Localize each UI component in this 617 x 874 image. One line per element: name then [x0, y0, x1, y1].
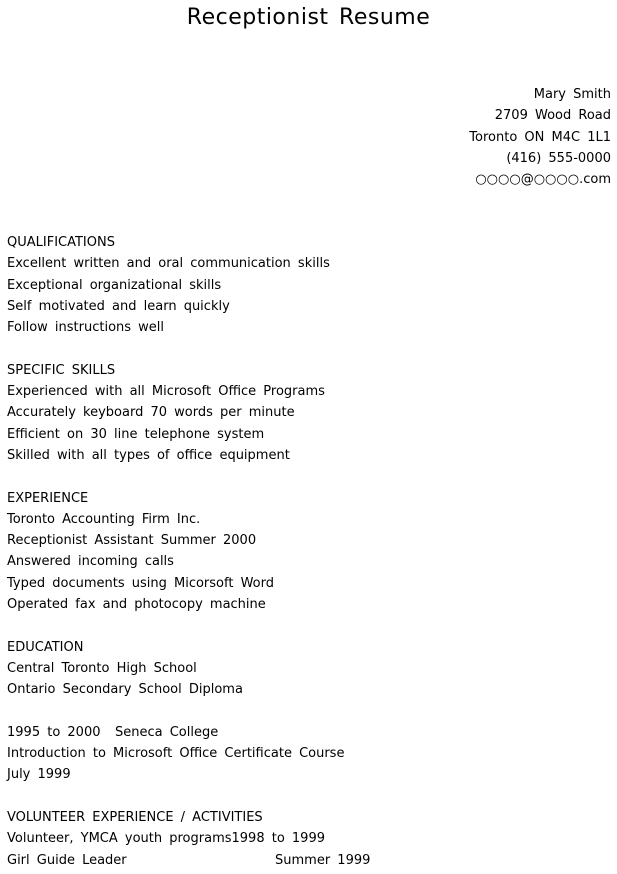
- qualification-item: Exceptional organizational skills: [7, 277, 222, 293]
- skill-item: Experienced with all Microsoft Office Programs: [7, 384, 325, 400]
- experience-heading: EXPERIENCE: [7, 490, 89, 506]
- qualifications-heading: QUALIFICATIONS: [7, 235, 115, 250]
- guide-role: Girl Guide Leader: [7, 852, 127, 868]
- education-diploma: Ontario Secondary School Diploma: [7, 682, 243, 698]
- section-spacer: [7, 786, 607, 807]
- qualification-item: Follow instructions well: [7, 320, 165, 336]
- contact-name: Mary Smith: [533, 87, 611, 102]
- contact-street: 2709 Wood Road: [494, 108, 611, 124]
- college-years: 1995 to 2000: [7, 724, 101, 740]
- qualification-item: Self motivated and learn quickly: [7, 298, 230, 314]
- volunteer-ymca: Volunteer, YMCA youth programs1998 to 1999: [7, 831, 325, 847]
- education-college-line: [7, 722, 607, 743]
- skill-item: Skilled with all types of office equipment: [7, 447, 290, 463]
- experience-item: Answered incoming calls: [7, 554, 174, 570]
- education-course-date: July 1999: [7, 767, 71, 783]
- experience-item: Typed documents using Micorsoft Word: [7, 575, 274, 591]
- skill-item: Accurately keyboard 70 words per minute: [7, 405, 295, 421]
- education-course: Introduction to Microsoft Office Certificate Course: [7, 746, 345, 762]
- experience-item: Toronto Accounting Firm Inc.: [7, 511, 201, 527]
- section-spacer: [7, 338, 607, 359]
- skills-heading: SPECIFIC SKILLS: [7, 362, 116, 378]
- section-spacer: [7, 701, 607, 722]
- qualification-item: Excellent written and oral communication skills: [7, 256, 330, 272]
- experience-item: Receptionist Assistant Summer 2000: [7, 533, 257, 549]
- guide-date: Summer 1999: [275, 852, 371, 868]
- education-school: Central Toronto High School: [7, 660, 197, 676]
- section-spacer: [7, 615, 607, 636]
- contact-block: [469, 84, 611, 190]
- section-spacer: [7, 466, 607, 487]
- college-name: Seneca College: [115, 724, 219, 740]
- education-heading: EDUCATION: [7, 639, 84, 655]
- contact-email: ○○○○@○○○○.com: [475, 172, 611, 188]
- volunteer-heading: VOLUNTEER EXPERIENCE / ACTIVITIES: [7, 810, 263, 826]
- resume-body: [7, 232, 607, 871]
- contact-phone: (416) 555-0000: [506, 150, 611, 166]
- contact-city: Toronto ON M4C 1L1: [469, 129, 611, 145]
- volunteer-guide-line: [7, 850, 607, 871]
- skill-item: Efficient on 30 line telephone system: [7, 426, 265, 442]
- page-title: Receptionist Resume: [186, 5, 431, 30]
- experience-item: Operated fax and photocopy machine: [7, 597, 266, 613]
